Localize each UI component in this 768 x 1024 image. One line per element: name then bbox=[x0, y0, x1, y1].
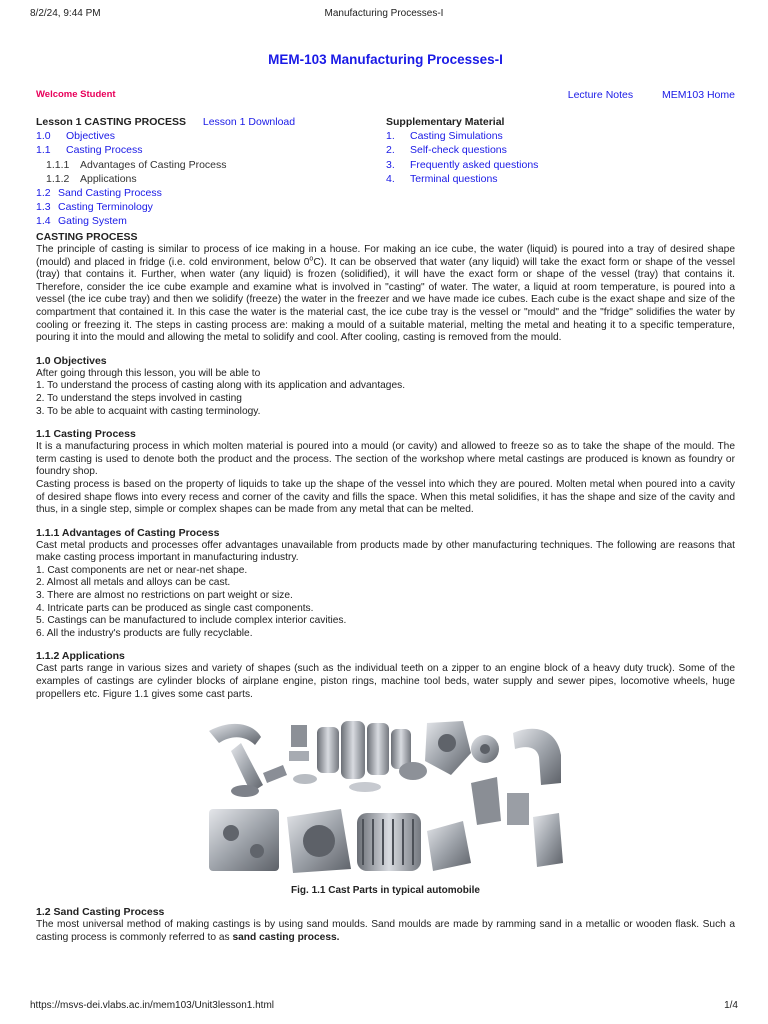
section-heading: 1.1.1 Advantages of Casting Process bbox=[36, 526, 220, 539]
advantage-item: 5. Castings can be manufactured to include complex interior cavities. bbox=[36, 615, 347, 627]
lesson-index bbox=[36, 115, 735, 231]
applications-body: Cast parts range in various sizes and variety of shapes (such as the individual teeth on a zipper to an engine block of a heavy duty truck). Some of the examples of castings are cylinder blocks of airplane engine, piston rings, machine tool beds, water supply and sewer pipes, locomotive wheels, huge propellers etc. Figure 1.1 gives some cast parts. bbox=[36, 663, 735, 700]
top-bar bbox=[36, 89, 735, 105]
supp-label: Self-check questions bbox=[410, 144, 507, 157]
supp-link-faq[interactable] bbox=[386, 159, 538, 171]
mem103-home-link[interactable]: MEM103 Home bbox=[662, 89, 735, 101]
index-label: Casting Process bbox=[66, 144, 143, 157]
index-label: Applications bbox=[80, 172, 137, 185]
index-num: 1.1.1 bbox=[46, 158, 70, 171]
index-num: 1.4 bbox=[36, 215, 51, 228]
index-label: Sand Casting Process bbox=[58, 187, 162, 200]
index-item-advantages bbox=[36, 158, 366, 172]
index-item-sand-casting bbox=[36, 186, 366, 200]
index-label: Advantages of Casting Process bbox=[80, 158, 227, 171]
body-text: The principle of casting is similar to process of ice making in a house. For making an ice cube, the water (liquid) is poured into a tray of desired shape (mould) and placed in fridge (i.e. cold environment, below 0 bbox=[36, 244, 735, 268]
advantages-intro: Cast metal products and processes offer advantages unavailable from products made by other manufacturing techniques. The following are reasons that make casting process important in manufacturing industry. bbox=[36, 539, 735, 564]
supp-num: 1. bbox=[386, 130, 395, 143]
index-item-casting-process bbox=[36, 143, 366, 157]
degree-superscript: o bbox=[309, 255, 314, 263]
advantage-item: 3. There are almost no restrictions on part weight or size. bbox=[36, 590, 293, 602]
supp-label: Terminal questions bbox=[410, 172, 498, 185]
lesson-heading bbox=[36, 115, 366, 129]
index-link-gating[interactable] bbox=[36, 215, 127, 227]
advantage-item: 2. Almost all metals and alloys can be cast. bbox=[36, 577, 231, 589]
casting-process-def-section bbox=[36, 428, 735, 517]
page-number: 1/4 bbox=[724, 1000, 738, 1011]
supp-label: Casting Simulations bbox=[410, 130, 503, 143]
index-link-terminology[interactable] bbox=[36, 201, 153, 213]
supp-link-self-check[interactable] bbox=[386, 144, 507, 156]
advantage-item: 6. All the industry's products are fully recyclable. bbox=[36, 627, 253, 639]
section-heading: CASTING PROCESS bbox=[36, 231, 138, 243]
supplementary-item bbox=[386, 172, 726, 186]
top-links bbox=[542, 89, 735, 101]
casting-para-2: Casting process is based on the property of liquids to take up the shape of the vessel into which they are poured. Molten metal when poured into a cavity of desired shape flows into every recess and corner of the cavity and fills the space. When this metal solidifies, it has the shape and size of the cavity and thus, in a single step, simple or complex shapes can be made from any metal that can be melted. bbox=[36, 478, 735, 516]
print-datetime: 8/2/24, 9:44 PM bbox=[30, 8, 101, 19]
print-url: https://msvs-dei.vlabs.ac.in/mem103/Unit3lesson1.html bbox=[30, 1000, 274, 1011]
index-num: 1.1 bbox=[36, 144, 51, 157]
index-item-applications bbox=[36, 172, 366, 186]
supp-link-simulations[interactable] bbox=[386, 130, 503, 142]
print-header bbox=[30, 8, 738, 22]
index-num: 1.2 bbox=[36, 187, 51, 200]
section-heading: 1.1.2 Applications bbox=[36, 650, 125, 663]
sand-casting-body bbox=[36, 919, 735, 944]
supplementary-column bbox=[386, 115, 726, 186]
objective-item: 2. To understand the steps involved in casting bbox=[36, 392, 242, 404]
casting-process-section bbox=[36, 231, 735, 345]
index-link-casting-process[interactable] bbox=[36, 144, 142, 156]
print-footer bbox=[30, 1000, 738, 1014]
casting-para-1: It is a manufacturing process in which molten material is poured into a mould (or cavity) and allowed to freeze so as to take the shape of the mould. The term casting is used to denote both the product and the process. The section of the workshop where metal castings are produced is known as foundry or foundry shop. bbox=[36, 441, 735, 478]
print-doc-title: Manufacturing Processes-I bbox=[324, 8, 444, 19]
supp-label: Frequently asked questions bbox=[410, 158, 539, 171]
index-item-objectives bbox=[36, 129, 366, 143]
supplementary-item bbox=[386, 143, 726, 157]
lesson-download-link[interactable]: Lesson 1 Download bbox=[202, 116, 296, 128]
objectives-section bbox=[36, 355, 735, 418]
supplementary-item bbox=[386, 129, 726, 143]
cast-parts-figure bbox=[36, 713, 735, 896]
advantages-section bbox=[36, 527, 735, 641]
page-title: MEM-103 Manufacturing Processes-I bbox=[268, 52, 503, 67]
casting-process-body bbox=[36, 244, 735, 345]
cast-parts-image bbox=[201, 713, 571, 879]
index-item-terminology bbox=[36, 200, 366, 214]
welcome-text: Welcome Student bbox=[36, 89, 116, 100]
sand-casting-section bbox=[36, 906, 735, 944]
page-content bbox=[36, 52, 735, 944]
index-label: Casting Terminology bbox=[58, 201, 153, 214]
index-num: 1.1.2 bbox=[46, 172, 70, 185]
index-label: Objectives bbox=[66, 130, 116, 143]
lesson-index-column bbox=[36, 115, 366, 229]
index-num: 1.0 bbox=[36, 130, 51, 143]
index-link-sand-casting[interactable] bbox=[36, 187, 162, 199]
index-link-objectives[interactable] bbox=[36, 130, 115, 142]
supp-num: 3. bbox=[386, 158, 395, 171]
supp-link-terminal[interactable] bbox=[386, 173, 498, 185]
advantage-item: 1. Cast components are net or near-net shape. bbox=[36, 564, 248, 576]
bold-term: sand casting process. bbox=[232, 931, 340, 943]
section-heading: 1.2 Sand Casting Process bbox=[36, 906, 165, 919]
objective-item: 1. To understand the process of casting along with its application and advantages. bbox=[36, 380, 406, 392]
objective-item: 3. To be able to acquaint with casting terminology. bbox=[36, 405, 261, 417]
section-heading: 1.0 Objectives bbox=[36, 354, 107, 367]
lesson-heading-text: Lesson 1 CASTING PROCESS bbox=[36, 116, 186, 128]
index-label: Gating System bbox=[58, 215, 127, 228]
objectives-intro: After going through this lesson, you will be able to bbox=[36, 367, 261, 379]
applications-section bbox=[36, 650, 735, 701]
lecture-notes-link[interactable]: Lecture Notes bbox=[567, 89, 634, 101]
body-text: C). It can be observed that water (any liquid) will take the exact form or shape of the vessel (tray) that contains it. Further, when water (any liquid) is frozen (solidified), it will have the exact form or shape of the vessel (tray) that contains it. Therefore, consider the ice cube example and examine what is involved in "casting" of water. The water, a liquid at room temperature, is poured into a vessel (the ice cube tray) and then we solidify (freeze) the water in the freezer and we have made ice cubes. Each cube is the exact shape and size of the compartment that contained it. In this case the water is the material cast, the ice cube tray is the vessel or "mould" and the "fridge" solidifies the water by cooling or freezing it. The steps in casting process are: making a mould of a suitable material, melting the metal and heating it to a specific temperature, pouring it into the mould and allowing the metal to solidify and cool. After cooling, casting is removed from the mould. bbox=[36, 256, 735, 344]
section-heading: 1.1 Casting Process bbox=[36, 428, 136, 441]
supp-num: 4. bbox=[386, 172, 395, 185]
supplementary-heading: Supplementary Material bbox=[386, 116, 505, 128]
supplementary-item bbox=[386, 158, 726, 172]
figure-caption: Fig. 1.1 Cast Parts in typical automobile bbox=[291, 885, 480, 897]
advantage-item: 4. Intricate parts can be produced as single cast components. bbox=[36, 602, 314, 614]
index-item-gating bbox=[36, 214, 366, 228]
index-num: 1.3 bbox=[36, 201, 51, 214]
body-text: The most universal method of making castings is by using sand moulds. Sand moulds are made by ramming sand in a metallic or wooden flask. Such a casting process is commonly referred to as bbox=[36, 919, 735, 943]
supp-num: 2. bbox=[386, 144, 395, 157]
